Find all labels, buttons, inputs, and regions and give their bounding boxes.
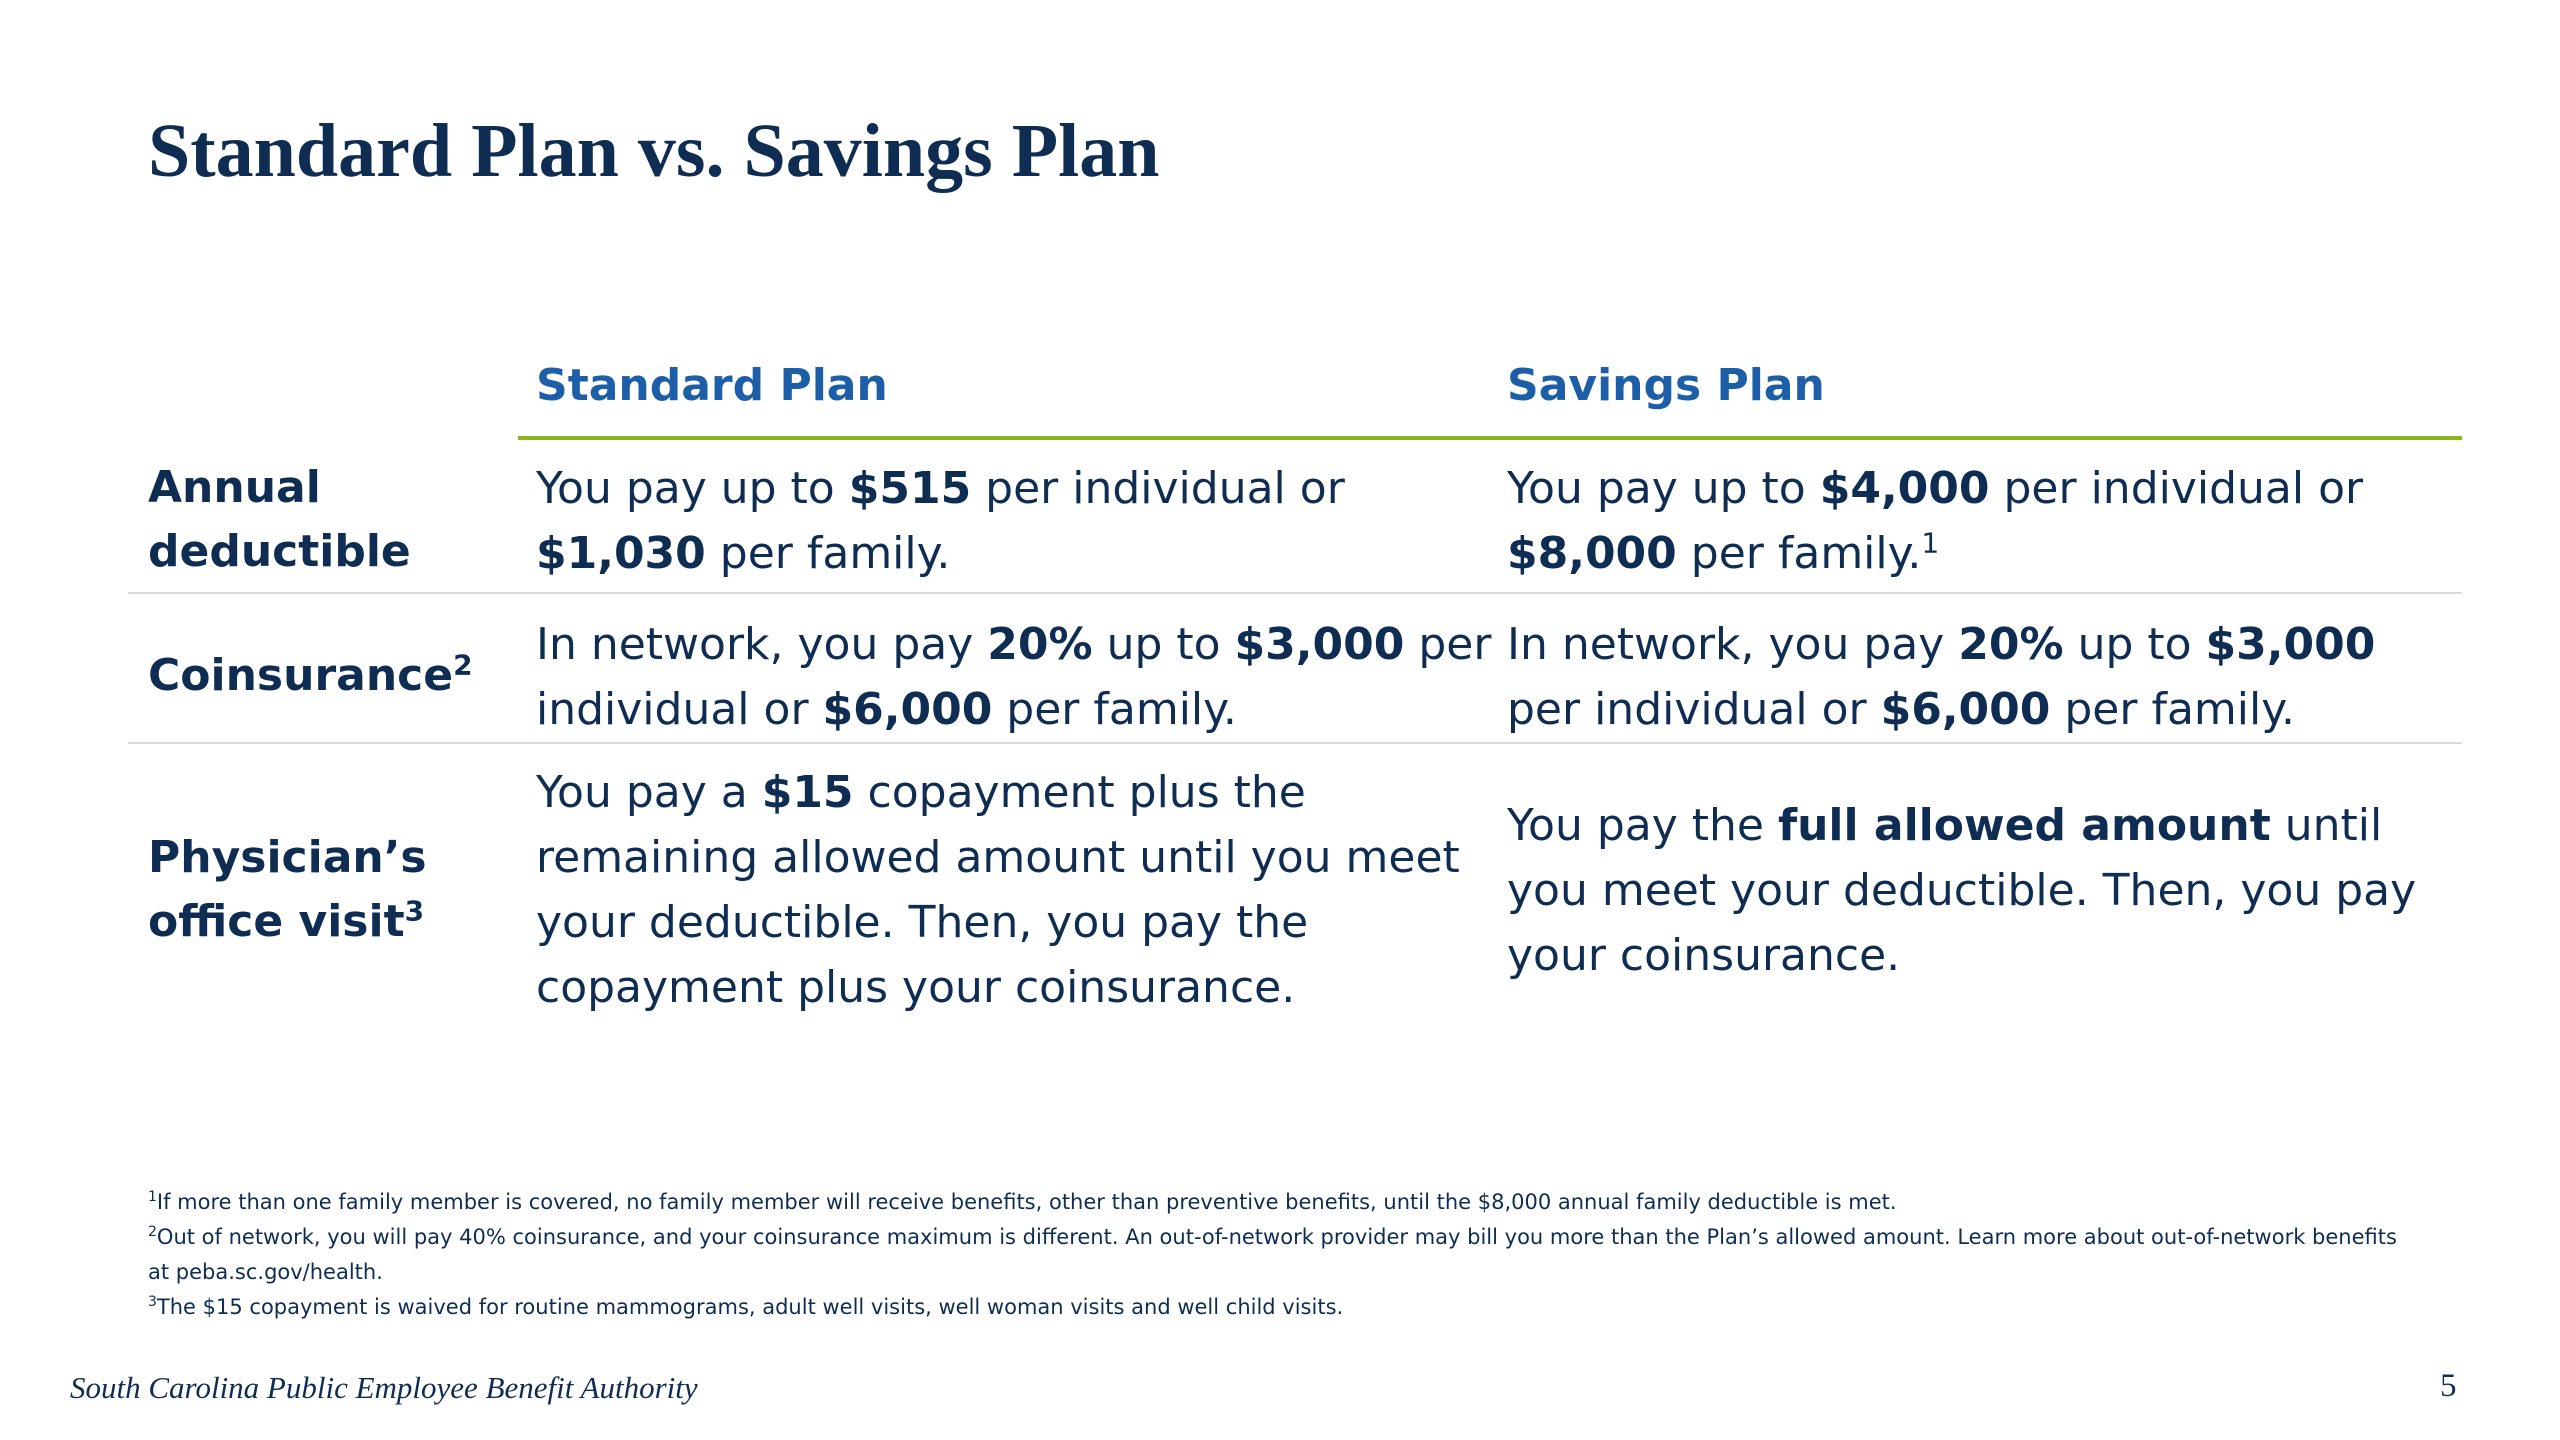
table-row-coinsurance bbox=[128, 612, 2462, 748]
header-divider bbox=[518, 436, 2462, 440]
cell-standard-coinsurance: In network, you pay 20% up to $3,000 per individual or $6,000 per family. bbox=[536, 619, 1492, 735]
table-row-annual-deductible bbox=[128, 456, 2462, 592]
page-number: 5 bbox=[2440, 1368, 2457, 1404]
footer-organization: South Carolina Public Employee Benefit Authority bbox=[70, 1370, 698, 1405]
row-divider bbox=[128, 742, 2462, 744]
footnote-3: $^3$The $15 copayment is waived for routine mammograms, adult well visits, well woman visits and well child visits. bbox=[148, 1294, 1344, 1319]
footnote-2: $^2$Out of network, you will pay 40% coinsurance, and your coinsurance maximum is different. An out-of-network provider may bill you more than the Plan’s allowed amount. Learn more about out-of-network benefits at peba.sc.gov/health. bbox=[148, 1224, 2397, 1284]
row-divider bbox=[128, 592, 2462, 594]
footnote-1: $^1$If more than one family member is covered, no family member will receive benefits, other than preventive benefits, until the $8,000 annual family deductible is met. bbox=[148, 1189, 1897, 1214]
row-label-physicians-office-visit bbox=[148, 826, 427, 954]
row-label-annual-deductible bbox=[148, 456, 411, 584]
footnote-marker: 3 bbox=[404, 894, 425, 928]
cell-savings-coinsurance: In network, you pay 20% up to $3,000 per individual or $6,000 per family. bbox=[1507, 619, 2376, 735]
footnote-marker: 1 bbox=[1921, 526, 1940, 560]
cell-savings-office-visit: You pay the full allowed amount until you meet your deductible. Then, you pay your coinsurance. bbox=[1507, 800, 2417, 981]
page-title: Standard Plan vs. Savings Plan bbox=[148, 109, 1160, 193]
table-row-physicians-office-visit bbox=[128, 760, 2462, 1030]
footnotes bbox=[148, 1185, 2408, 1325]
row-label-line: deductible bbox=[148, 526, 411, 577]
cell-savings-deductible: You pay up to $4,000 per individual or $8,000 per family.$^1$ bbox=[1507, 463, 2364, 579]
row-label-coinsurance: Coinsurance$^2$ bbox=[148, 648, 473, 701]
row-label-line: Annual bbox=[148, 462, 321, 513]
row-label-line: Physician’s bbox=[148, 832, 427, 883]
cell-standard-deductible: You pay up to $515 per individual or $1,030 per family. bbox=[536, 463, 1345, 579]
column-header-savings-plan: Savings Plan bbox=[1507, 360, 1825, 411]
column-header-standard-plan: Standard Plan bbox=[536, 360, 888, 411]
footnote-marker: 2 bbox=[453, 648, 473, 682]
row-label-line: office visit bbox=[148, 896, 405, 947]
cell-standard-office-visit: You pay a $15 copayment plus the remaining allowed amount until you meet your deductible. Then, you pay the copayment plus your coinsurance. bbox=[536, 767, 1460, 1013]
